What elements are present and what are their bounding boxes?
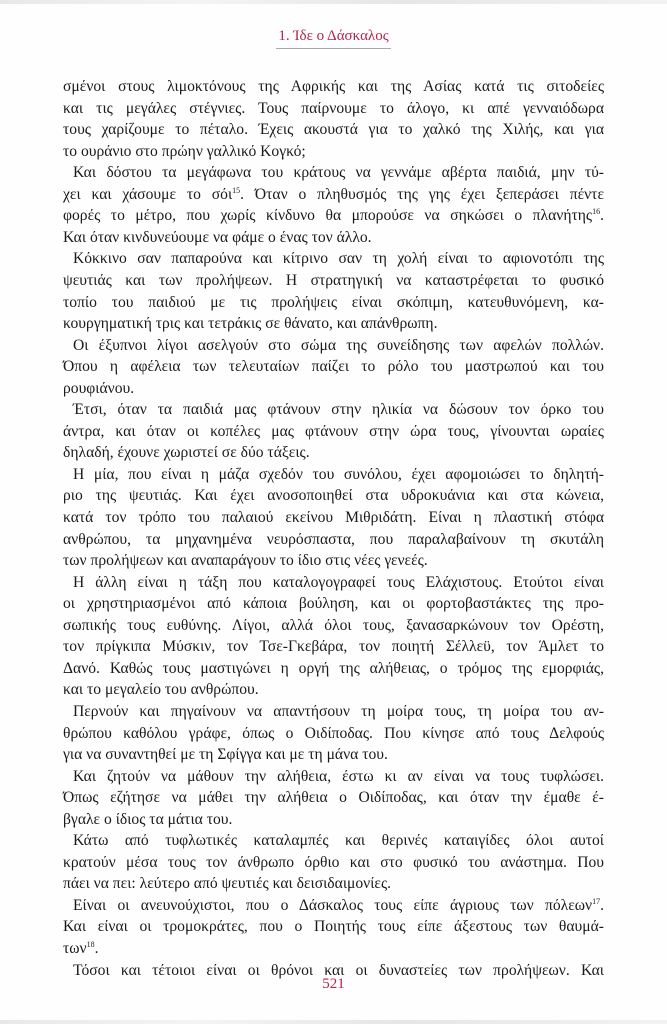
text-line bbox=[63, 701, 604, 723]
line-text: και το μεγαλείο του ανθρώπου. bbox=[63, 681, 259, 699]
line-text: τον πρίγκιπα Μύσκιν, τον Τσε-Γκεβάρα, τον ποιητή Σέλλεϋ, τον Άμλετ το bbox=[63, 638, 604, 656]
footnote-marker[interactable]: 15 bbox=[232, 185, 241, 195]
scan-edge-bottom bbox=[0, 1020, 667, 1024]
line-text: πάει να πει: λεύτερο από ψευτιές και δεισιδαιμονίες. bbox=[63, 875, 392, 893]
running-head bbox=[0, 27, 667, 49]
text-line bbox=[63, 830, 604, 852]
line-text: για να συναντηθεί με τη Σφίγγα και με τη μάνα του. bbox=[63, 746, 388, 764]
scan-edge-top bbox=[0, 0, 667, 4]
text-line bbox=[63, 744, 604, 766]
text-line bbox=[63, 313, 604, 335]
text-line bbox=[63, 852, 604, 874]
line-text: άντρα, και όταν οι κοπέλες μας φτάνουν στην ώρα τους, γίνουνται ωραίες bbox=[63, 422, 604, 440]
line-text: ριο της ψευτιάς. Και έχει ανοσοποιηθεί στα υδροκυάνια και στα κώνεια, bbox=[63, 487, 604, 505]
line-text: Κάτω από τυφλωτικές καταλαμπές και θερινές καταιγίδες όλοι αυτοί bbox=[73, 832, 604, 850]
line-text: φορές το μέτρο, που χωρίς κίνδυνο θα μπορούσε να σηκώσει ο πλανήτης bbox=[63, 207, 593, 225]
text-line bbox=[63, 787, 604, 809]
running-title: 1. Ίδε ο Δάσκαλος bbox=[276, 27, 390, 49]
line-text: Τόσοι και τέτοιοι είναι οι θρόνοι και οι δυναστείες των προλήψεων. Και bbox=[73, 961, 604, 979]
text-line bbox=[63, 119, 604, 141]
line-text: ψευτιάς και των προλήψεων. Η στρατηγική να καταστρέφεται το φυσικό bbox=[63, 271, 604, 289]
line-text: Περνούν και πηγαίνουν να απαντήσουν τη μοίρα τους, τη μοίρα του αν- bbox=[73, 702, 604, 720]
line-text: των προλήψεων και αναπαράγουν το ίδιο στις νέες γενεές. bbox=[63, 552, 428, 570]
line-text: τοπίο του παιδιού με τις προλήψεις είναι σκόπιμη, κατευθυνόμενη, κα- bbox=[63, 293, 604, 311]
text-line bbox=[63, 615, 604, 637]
line-text: των bbox=[63, 940, 87, 957]
text-line bbox=[63, 227, 604, 249]
line-text-after: . bbox=[600, 207, 604, 225]
line-text: Η μία, που είναι η μάζα σχεδόν του συνόλου, έχει αφομοιώσει το δηλητή- bbox=[73, 465, 604, 483]
text-line bbox=[63, 464, 604, 486]
text-line bbox=[63, 723, 604, 745]
text-line bbox=[63, 378, 604, 400]
line-text: βγαλε ο ίδιος τα μάτια του. bbox=[63, 810, 233, 828]
line-text: και τις μεγάλες στέγνιες. Τους παίρνουμε το άλογο, κι απέ γενναιόδωρα bbox=[63, 99, 604, 117]
text-line bbox=[63, 356, 604, 378]
line-text: Και όταν κινδυνεύουμε να φάμε ο ένας τον άλλο. bbox=[63, 228, 372, 246]
text-line bbox=[63, 507, 604, 529]
text-line bbox=[63, 162, 604, 184]
line-text: Οι έξυπνοι λίγοι ασελγούν στο σώμα της συνείδησης των αφελών πολλών. bbox=[73, 336, 604, 354]
text-line bbox=[63, 916, 604, 938]
line-text: ανθρώπου, τα μηχανημένα νευρόσπαστα, που παραλαβαίνουν τη σκυτάλη bbox=[63, 530, 604, 548]
text-line bbox=[63, 205, 604, 227]
text-line bbox=[63, 679, 604, 701]
line-text: Έτσι, όταν τα παιδιά μας φτάνουν στην ηλικία να δώσουν τον όρκο του bbox=[73, 401, 604, 419]
line-text: κρατούν μέσα τους τον άνθρωπο όρθιο και στο φυσικό του ανάστημα. Που bbox=[63, 853, 604, 871]
line-text: ρουφιάνου. bbox=[63, 379, 135, 397]
line-text: Όπου η αφέλεια των τελευταίων παίζει το ρόλο του μαστρωπού και του bbox=[63, 358, 604, 376]
text-line bbox=[63, 766, 604, 788]
line-text-after: . bbox=[94, 940, 99, 957]
text-line bbox=[63, 98, 604, 120]
line-text: θρώπου καθόλου γράφε, όπως ο Οιδίποδας. Που κίνησε από τους Δελφούς bbox=[63, 724, 604, 742]
line-text: οι χρηστηριασμένοι από κάποια βούληση, και οι φορτοβαστάκτες της προ- bbox=[63, 595, 604, 613]
line-text: το ουράνιο στο πρώην γαλλικό Κογκό; bbox=[63, 142, 306, 160]
line-text: Η άλλη είναι η τάξη που καταλογογραφεί τους Ελάχιστους. Ετούτοι είναι bbox=[73, 573, 604, 591]
page-number: 521 bbox=[322, 976, 345, 992]
text-line bbox=[63, 292, 604, 314]
line-text: κατά τον τρόπο του παλαιού εκείνου Μιθριδάτη. Είναι η πλαστική στόφα bbox=[63, 509, 604, 526]
text-line bbox=[63, 529, 604, 551]
text-line bbox=[63, 938, 604, 960]
line-text: σμένοι στους λιμοκτόνους της Αφρικής και της Ασίας κατά τις σιτοδείες bbox=[63, 78, 604, 95]
text-line bbox=[63, 141, 604, 163]
footnote-marker[interactable]: 17 bbox=[592, 896, 601, 906]
line-text: σωπικής τους ευθύνης. Λίγοι, αλλά όλοι τους, ξανασαρκώνουν τον Ορέστη, bbox=[63, 616, 604, 634]
text-line bbox=[63, 442, 604, 464]
text-line bbox=[63, 809, 604, 831]
line-text: τους χαρίζουμε το πέταλο. Έχεις ακουστά για το χαλκό της Χιλής, και για bbox=[63, 121, 604, 139]
line-text-after: . Όταν ο πληθυσμός της γης έχει ξεπεράσει πέντε bbox=[240, 185, 604, 203]
line-text: χει και χάσουμε το σόι bbox=[63, 185, 233, 203]
text-line bbox=[63, 636, 604, 658]
text-line bbox=[63, 248, 604, 270]
line-text: Κόκκινο σαν παπαρούνα και κίτρινο σαν τη χολή είναι το αφιονοτόπι της bbox=[73, 250, 604, 268]
text-line bbox=[63, 873, 604, 895]
text-line bbox=[63, 895, 604, 917]
text-line bbox=[63, 270, 604, 292]
line-text: Όπως εζήτησε να μάθει την αλήθεια ο Οιδίποδας, και όταν την έμαθε έ- bbox=[63, 789, 604, 807]
line-text: Και δόστου τα μεγάφωνα του κράτους να γεννάμε αβέρτα παιδιά, μην τύ- bbox=[73, 164, 604, 182]
text-line bbox=[63, 399, 604, 421]
line-text: δηλαδή, έχουνε χωριστεί σε δύο τάξεις. bbox=[63, 444, 310, 462]
line-text: κουργηματική τρις και τετράκις σε θάνατο, και απάνθρωπη. bbox=[63, 315, 438, 333]
text-line bbox=[63, 658, 604, 680]
line-text: Είναι οι ανευνούχιστοι, που ο Δάσκαλος τους είπε άγριους των πόλεων bbox=[73, 896, 593, 914]
text-line bbox=[63, 485, 604, 507]
line-text: Και είναι οι τρομοκράτες, που ο Ποιητής τους είπε άξεστους των θαυμά- bbox=[63, 918, 604, 936]
text-line bbox=[63, 184, 604, 206]
footnote-marker[interactable]: 18 bbox=[86, 940, 95, 949]
line-text: Δανό. Καθώς τους μαστιγώνει η οργή της αλήθειας, ο τρόμος της εμορφιάς, bbox=[63, 659, 604, 677]
text-line bbox=[63, 76, 604, 98]
text-line bbox=[63, 335, 604, 357]
text-line bbox=[63, 550, 604, 572]
text-line bbox=[63, 421, 604, 443]
line-text: Και ζητούν να μάθουν την αλήθεια, έστω κι αν είναι να τους τυφλώσει. bbox=[73, 767, 604, 785]
line-text-after: . bbox=[600, 896, 604, 914]
footnote-marker[interactable]: 16 bbox=[592, 207, 601, 217]
text-line bbox=[63, 572, 604, 594]
text-line bbox=[63, 593, 604, 615]
